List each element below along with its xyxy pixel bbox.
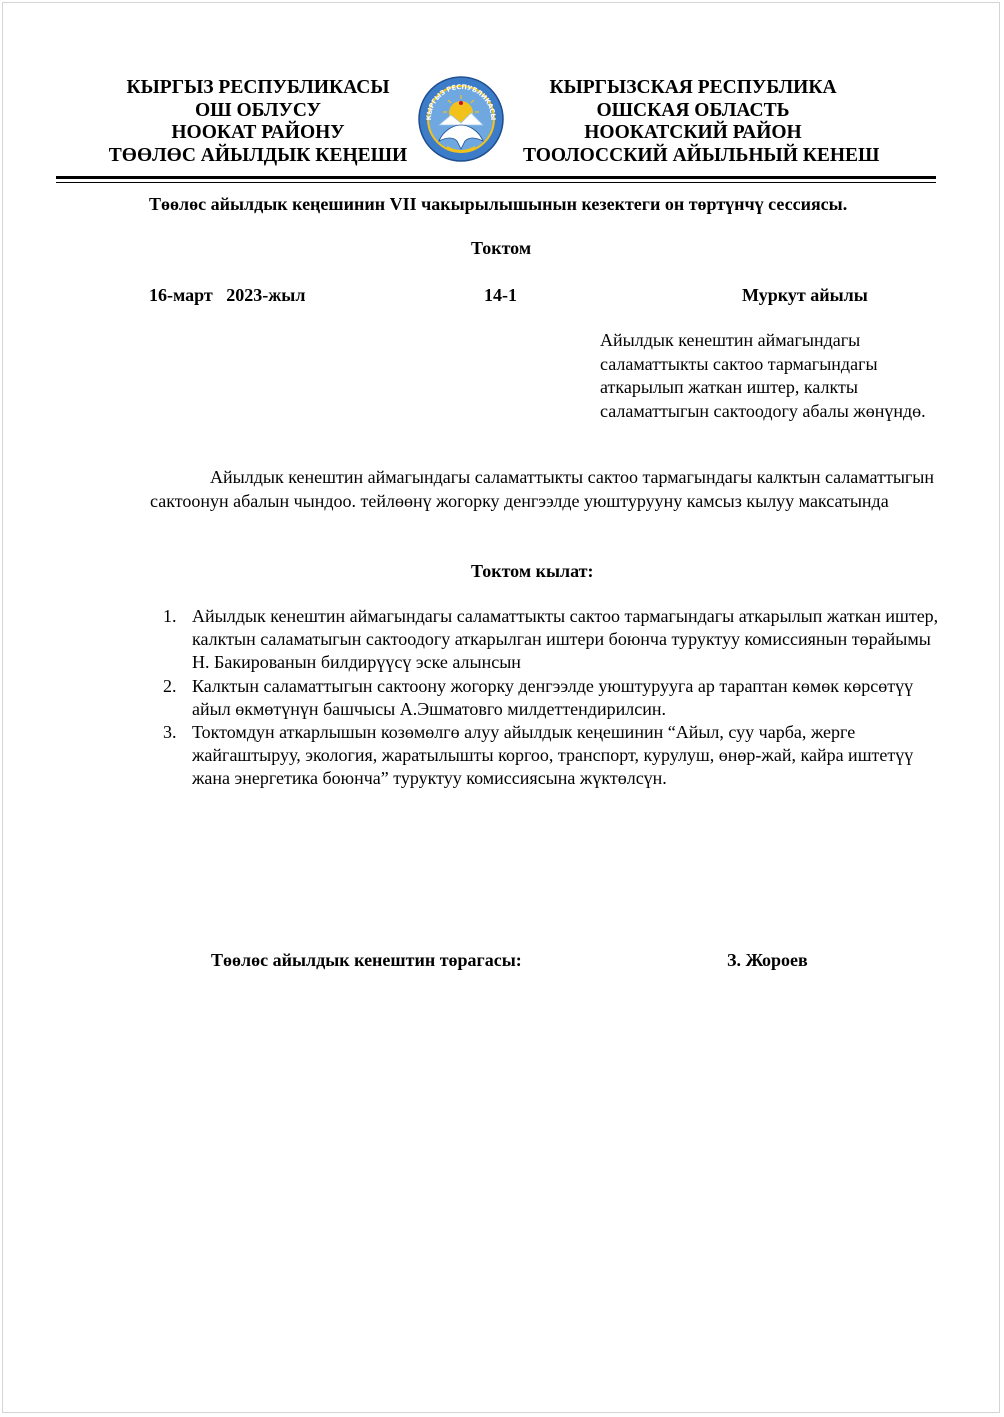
document-number: 14-1 [484, 285, 517, 305]
list-item [150, 721, 950, 791]
list-item [150, 605, 950, 675]
document-page [2, 2, 1000, 1413]
signature-name: З. Жороев [727, 950, 808, 970]
document-date: 16-март 2023-жыл [149, 285, 306, 305]
header-line: КЫРГЫЗ РЕСПУБЛИКАСЫ [126, 77, 390, 98]
resolves-heading: Токтом кылат: [471, 561, 594, 581]
resolution-list [150, 605, 950, 791]
header-line: ТООЛОССКИЙ АЙЫЛЬНЫЙ КЕНЕШ [523, 144, 880, 166]
preamble-paragraph: Айылдык кенештин аймагындагы саламаттыкты сактоо тармагындагы калктын саламаттыгын сактоонун абалын чындоо. тейлөөнү жогорку денгээлде уюштурууну камсыз кылуу максатында [150, 467, 935, 511]
item-text: Калктын саламаттыгын сактоону жогорку денгээлде уюштурууга ар тараптан көмөк көрсөтүү айыл өкмөтүнүн башчысы А.Эшматовго милдеттендирилсин. [192, 675, 914, 719]
list-item [150, 675, 950, 721]
header-line: ОШСКАЯ ОБЛАСТЬ [596, 99, 790, 121]
header-line: НООКАТ РАЙОНУ [171, 122, 345, 143]
header-line: НООКАТСКИЙ РАЙОН [584, 122, 802, 143]
item-number: 3. [163, 722, 177, 743]
header-line: КЫРГЫЗСКАЯ РЕСПУБЛИКА [549, 77, 837, 98]
header-divider-thin [56, 182, 936, 183]
state-emblem-icon [417, 75, 505, 163]
emblem-ring-text: КЫРГЫЗ РЕСПУБЛИКАСЫ [424, 82, 498, 121]
signature-position: Төөлөс айылдык кенештин төрагасы: [211, 950, 522, 970]
session-title: Төөлөс айылдык кеңешинин VII чакырылышынын кезектеги он төртүнчү сессиясы. [149, 194, 848, 214]
document-place: Муркут айылы [742, 285, 868, 305]
header-left-kyrgyz [88, 77, 428, 167]
document-type: Токтом [471, 238, 532, 258]
item-text: Токтомдун аткарлышын козөмөлгө алуу айылдык кеңешинин “Айыл, суу чарба, жерге жайгаштыруу, экология, жаратылышты коргоо, транспорт, курулуш, өнөр-жай, кайра иштетүү жана энергетика боюнча” туруктуу комиссиясына жүктөлсүн. [192, 722, 914, 789]
header-right-russian [523, 77, 880, 167]
header-divider [56, 176, 936, 179]
item-number: 1. [163, 606, 177, 626]
document-subject: Айылдык кенештин аймагындагы саламаттыкты сактоо тармагындагы аткарылып жаткан иштер, калкты саламаттыгын сактоодогу абалы жөнүндө. [600, 330, 926, 421]
header-line: ТӨӨЛӨС АЙЫЛДЫК КЕҢЕШИ [108, 144, 408, 166]
item-number: 2. [163, 675, 177, 696]
header-line: ОШ ОБЛУСУ [194, 99, 321, 121]
item-text: Айылдык кенештин аймагындагы саламаттыкты сактоо тармагындагы аткарылып жаткан иштер, калктын саламатыгын сактоодогу аткарылган иштери боюнча туруктуу комиссиянын төрайымы Н. Бакированын билдирүүсү эске алынсын [192, 606, 939, 673]
